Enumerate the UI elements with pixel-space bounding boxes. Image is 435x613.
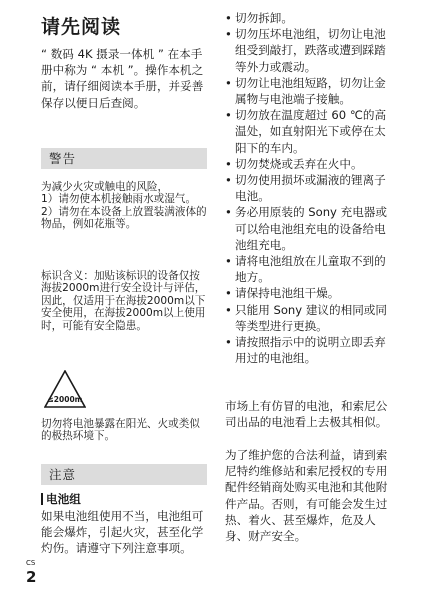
warning-line: 为减少火灾或触电的风险， [41, 181, 169, 193]
list-item: • 务必用原装的 Sony 充电器或可以给电池组充电的设备给电池组充电。 [225, 204, 393, 253]
altitude-note-text: 标识含义：加贴该标识的设备仅按海拔2000m进行安全设计与评估，因此，仅适用于在海拔2000m以下安全使用，在海拔2000m以上使用时，可能有安全隐患。 [41, 270, 206, 332]
list-item: • 切勿放在温度超过 60 ℃的高温处，如直射阳光下或停在太阳下的车内。 [225, 107, 393, 156]
list-item: • 只能用 Sony 建议的相同或同等类型进行更换。 [225, 302, 393, 334]
page-number-value: 2 [26, 568, 37, 586]
list-item: • 切勿让电池组短路，切勿让金属物与电池端子接触。 [225, 75, 393, 107]
page-title: 请先阅读 [41, 16, 122, 38]
list-item: • 切勿使用损坏或漏液的锂离子电池。 [225, 172, 393, 204]
page-number [26, 559, 36, 586]
page-lang: CS [26, 559, 36, 567]
list-item: • 切勿压坏电池组，切勿让电池组受到敲打，跌落或遭到踩踏等外力或震动。 [225, 26, 393, 75]
battery-intro: 如果电池组使用不当，电池组可能会爆炸，引起火灾，甚至化学灼伤。请遵守下列注意事项。 [41, 509, 204, 556]
warning-block [41, 181, 207, 231]
altitude-triangle-icon [44, 370, 86, 408]
warning-heading: 警告 [41, 148, 207, 169]
list-item: • 切勿拆卸。 [225, 10, 393, 26]
warning-line: 1）请勿使本机接触雨水或湿气。 [41, 193, 197, 206]
altitude-note [41, 270, 207, 332]
battery-heading: 电池组 [41, 493, 81, 505]
altitude-mark-label: ≤2000m [47, 395, 83, 404]
battery-precautions-list [225, 10, 393, 366]
list-item: • 切勿焚烧或丢弃在火中。 [225, 156, 393, 172]
protection-paragraph: 为了维护您的合法利益，请到索尼特约维修站和索尼授权的专用配件经销商处购买电池和其他附件产品。否则，有可能会发生过热、着火、甚至爆炸，危及人身、财产安全。 [225, 448, 388, 544]
warning-line: 2）请勿在本设备上放置装满液体的物品，例如花瓶等。 [41, 205, 207, 231]
notice-heading: 注意 [41, 464, 207, 485]
list-item: • 请按照指示中的说明立即丢弃用过的电池组。 [225, 334, 393, 366]
intro-paragraph: “ 数码 4K 摄录一体机 ” 在本手册中称为 “ 本机 ”。操作本机之前，请仔细阅读本手册，并妥善保存以便日后查阅。 [41, 47, 204, 110]
sun-warning [41, 418, 207, 443]
sun-warning-text: 切勿将电池暴露在阳光、火或类似的极热环境下。 [41, 418, 200, 443]
counterfeit-paragraph: 市场上有仿冒的电池，和索尼公司出品的电池看上去极其相似。 [225, 399, 388, 430]
list-item: • 请将电池组放在儿童取不到的地方。 [225, 253, 393, 285]
list-item: • 请保持电池组干燥。 [225, 285, 393, 301]
